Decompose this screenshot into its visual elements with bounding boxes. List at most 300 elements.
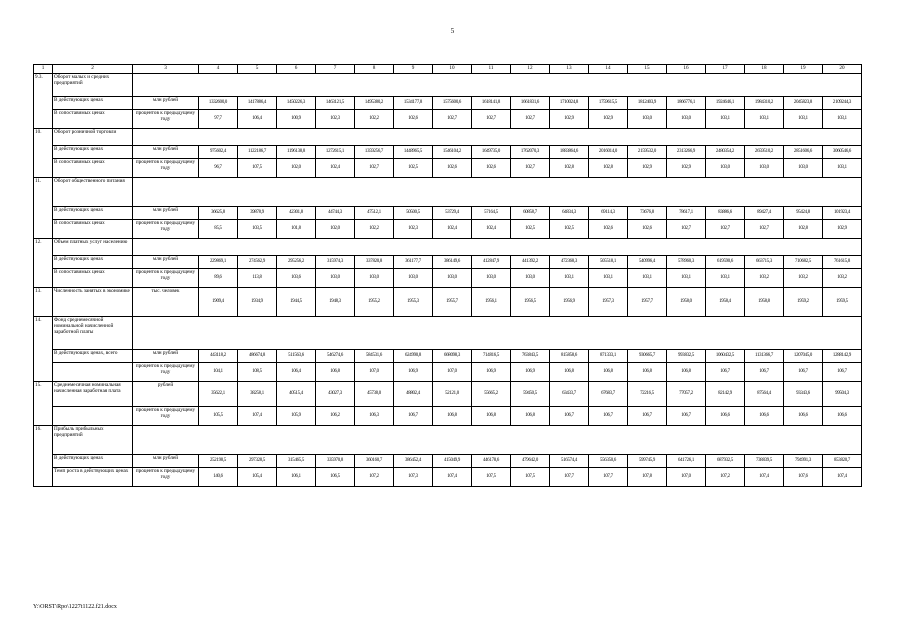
column-number-8: 8	[355, 65, 394, 74]
value-cell: 103,1	[667, 269, 706, 288]
value-cell: 540996,4	[628, 256, 667, 269]
value-cell: 47512,1	[355, 207, 394, 220]
value-cell: 35622,1	[199, 382, 238, 407]
value-cell: 1812403,9	[628, 97, 667, 110]
value-cell: 103,1	[823, 159, 862, 178]
value-cell: 102,7	[433, 110, 472, 129]
value-cell: 106,2	[316, 407, 355, 426]
section-number: 14.	[34, 317, 53, 382]
row-label-empty	[53, 407, 133, 426]
value-cell: 106,8	[316, 363, 355, 382]
value-cell: 415049,9	[433, 455, 472, 468]
value-cell: 107,0	[433, 363, 472, 382]
section-title-row	[34, 74, 862, 97]
value-cell: 102,3	[394, 220, 433, 239]
value-cell: 297328,5	[238, 455, 277, 468]
value-cell: 89,6	[199, 269, 238, 288]
data-row	[34, 407, 862, 426]
value-cell: 102,6	[394, 110, 433, 129]
value-cell: 1359256,7	[355, 146, 394, 159]
value-cell: 505518,1	[589, 256, 628, 269]
value-cell: 2851606,6	[784, 146, 823, 159]
value-cell: 107,5	[238, 159, 277, 178]
row-label: В действующих ценах	[53, 146, 133, 159]
value-cell: 1959,2	[784, 288, 823, 317]
value-cell: 1207045,0	[784, 350, 823, 363]
column-number-row	[34, 65, 862, 74]
value-cell: 1661831,6	[511, 97, 550, 110]
value-cell: 113,8	[238, 269, 277, 288]
value-cell: 103,1	[628, 269, 667, 288]
value-cell: 102,7	[745, 220, 784, 239]
value-cell: 69114,3	[589, 207, 628, 220]
value-cell: 48802,4	[394, 382, 433, 407]
value-cell: 103,0	[667, 110, 706, 129]
value-cell: 1463121,5	[316, 97, 355, 110]
value-cell: 102,0	[277, 159, 316, 178]
value-cell: 50500,5	[394, 207, 433, 220]
value-cell: 1288142,9	[823, 350, 862, 363]
value-cell: 72216,5	[628, 382, 667, 407]
value-cell: 106,8	[550, 363, 589, 382]
value-cell: 63433,7	[550, 382, 589, 407]
section-title-filler	[133, 74, 862, 97]
value-cell: 44744,3	[316, 207, 355, 220]
value-cell: 105,5	[199, 407, 238, 426]
value-cell: 1534177,8	[394, 97, 433, 110]
value-cell: 2313266,9	[667, 146, 706, 159]
value-cell: 106,7	[823, 363, 862, 382]
section-data-row	[34, 382, 862, 407]
section-number: 13.	[34, 288, 53, 317]
value-cell: 619590,6	[706, 256, 745, 269]
value-cell: 85,5	[199, 220, 238, 239]
value-cell: 107,4	[823, 468, 862, 487]
value-cell: 106,4	[238, 110, 277, 129]
value-cell: 1060432,5	[706, 350, 745, 363]
indicators-table	[33, 64, 862, 487]
value-cell: 386149,6	[433, 256, 472, 269]
column-number-5: 5	[238, 65, 277, 74]
value-cell: 1450226,3	[277, 97, 316, 110]
value-cell: 107,2	[706, 468, 745, 487]
column-number-9: 9	[394, 65, 433, 74]
data-row	[34, 97, 862, 110]
value-cell: 102,5	[394, 159, 433, 178]
row-unit: млн рублей	[133, 97, 199, 110]
value-cell: 103,0	[355, 269, 394, 288]
value-cell: 102,2	[355, 220, 394, 239]
value-cell: 107,2	[355, 468, 394, 487]
value-cell: 99504,3	[823, 382, 862, 407]
value-cell: 1958,8	[745, 288, 784, 317]
value-cell: 103,2	[823, 269, 862, 288]
value-cell: 108,5	[238, 363, 277, 382]
value-cell: 2016014,0	[589, 146, 628, 159]
section-title: Прибыль прибыльных предприятий	[53, 426, 133, 455]
value-cell: 107,5	[472, 468, 511, 487]
row-unit: процентов к предыдущему году	[133, 363, 199, 382]
value-cell: 386452,4	[394, 455, 433, 468]
value-cell: 106,7	[667, 407, 706, 426]
value-cell: 42301,8	[277, 207, 316, 220]
value-cell: 486674,8	[238, 350, 277, 363]
value-cell: 975602,4	[199, 146, 238, 159]
column-number-16: 16	[667, 65, 706, 74]
row-unit: млн рублей	[133, 207, 199, 220]
value-cell: 103,0	[472, 269, 511, 288]
value-cell: 641726,1	[667, 455, 706, 468]
value-cell: 102,7	[511, 159, 550, 178]
value-cell: 1955,7	[433, 288, 472, 317]
value-cell: 102,8	[784, 220, 823, 239]
row-label: В действующих ценах	[53, 455, 133, 468]
data-row	[34, 468, 862, 487]
value-cell: 1759615,5	[589, 97, 628, 110]
value-cell: 106,8	[628, 363, 667, 382]
value-cell: 1762070,3	[511, 146, 550, 159]
column-number-20: 20	[823, 65, 862, 74]
value-cell: 930665,7	[628, 350, 667, 363]
data-row	[34, 269, 862, 288]
value-cell: 1924646,1	[706, 97, 745, 110]
row-unit: процентов к предыдущему году	[133, 110, 199, 129]
value-cell: 106,9	[511, 363, 550, 382]
value-cell: 106,7	[589, 407, 628, 426]
data-row	[34, 146, 862, 159]
section-title-filler	[133, 178, 862, 207]
row-label: В сопоставимых ценах	[53, 220, 133, 239]
value-cell: 106,7	[628, 407, 667, 426]
value-cell: 446178,6	[472, 455, 511, 468]
section-number: 15.	[34, 382, 53, 426]
value-cell: 103,6	[277, 269, 316, 288]
value-cell: 102,9	[667, 159, 706, 178]
data-row	[34, 220, 862, 239]
value-cell: 103,1	[589, 269, 628, 288]
value-cell: 516574,4	[550, 455, 589, 468]
row-label: В сопоставимых ценах	[53, 159, 133, 178]
value-cell: 103,1	[706, 269, 745, 288]
value-cell: 106,4	[277, 363, 316, 382]
column-number-6: 6	[277, 65, 316, 74]
value-cell: 103,0	[784, 159, 823, 178]
value-cell: 106,9	[472, 363, 511, 382]
value-cell: 335970,8	[316, 455, 355, 468]
value-cell: 102,6	[433, 159, 472, 178]
value-cell: 107,4	[745, 468, 784, 487]
row-label: В действующих ценах	[53, 256, 133, 269]
row-unit: рублей	[133, 382, 199, 407]
value-cell: 714816,5	[472, 350, 511, 363]
value-cell: 38258,1	[238, 382, 277, 407]
value-cell: 67683,7	[589, 382, 628, 407]
value-cell: 101,8	[277, 220, 316, 239]
value-cell: 103,0	[706, 159, 745, 178]
column-number-14: 14	[589, 65, 628, 74]
section-title-row	[34, 129, 862, 146]
value-cell: 55665,2	[472, 382, 511, 407]
value-cell: 106,7	[745, 363, 784, 382]
row-label: Темп роста в действующих ценах	[53, 468, 133, 487]
value-cell: 106,7	[394, 407, 433, 426]
value-cell: 102,4	[316, 159, 355, 178]
value-cell: 106,8	[472, 407, 511, 426]
value-cell: 78617,1	[667, 207, 706, 220]
value-cell: 102,4	[433, 220, 472, 239]
value-cell: 1955,2	[355, 288, 394, 317]
section-title-row	[34, 178, 862, 207]
value-cell: 107,0	[667, 468, 706, 487]
value-cell: 102,2	[355, 110, 394, 129]
data-row	[34, 110, 862, 129]
value-cell: 668098,3	[433, 350, 472, 363]
value-cell: 106,6	[745, 407, 784, 426]
value-cell: 102,7	[706, 220, 745, 239]
value-cell: 60858,7	[511, 207, 550, 220]
value-cell: 43027,3	[316, 382, 355, 407]
value-cell: 102,8	[589, 159, 628, 178]
value-cell: 1272615,1	[316, 146, 355, 159]
value-cell: 663715,3	[745, 256, 784, 269]
value-cell: 761615,8	[823, 256, 862, 269]
section-data-row	[34, 288, 862, 317]
value-cell: 1417886,4	[238, 97, 277, 110]
value-cell: 1618141,8	[472, 97, 511, 110]
row-unit: процентов к предыдущему году	[133, 468, 199, 487]
value-cell: 83886,6	[706, 207, 745, 220]
value-cell: 39878,9	[238, 207, 277, 220]
row-unit: процентов к предыдущему году	[133, 407, 199, 426]
value-cell: 77057,2	[667, 382, 706, 407]
value-cell: 106,8	[589, 363, 628, 382]
value-cell: 107,8	[628, 468, 667, 487]
value-cell: 479642,0	[511, 455, 550, 468]
value-cell: 2045823,8	[784, 97, 823, 110]
column-number-3: 3	[133, 65, 199, 74]
value-cell: 102,7	[511, 110, 550, 129]
value-cell: 360160,7	[355, 455, 394, 468]
value-cell: 107,5	[511, 468, 550, 487]
row-unit: процентов к предыдущему году	[133, 159, 199, 178]
value-cell: 1196138,8	[277, 146, 316, 159]
value-cell: 105,9	[277, 407, 316, 426]
value-cell: 2109244,3	[823, 97, 862, 110]
value-cell: 2159532,0	[628, 146, 667, 159]
value-cell: 1883864,6	[550, 146, 589, 159]
value-cell: 1495380,2	[355, 97, 394, 110]
value-cell: 140,6	[199, 468, 238, 487]
value-cell: 107,0	[355, 363, 394, 382]
value-cell: 993832,5	[667, 350, 706, 363]
value-cell: 106,8	[511, 407, 550, 426]
value-cell: 103,2	[784, 269, 823, 288]
section-number: 16.	[34, 426, 53, 487]
value-cell: 1955,3	[394, 288, 433, 317]
column-number-11: 11	[472, 65, 511, 74]
value-cell: 546274,6	[316, 350, 355, 363]
value-cell: 107,7	[589, 468, 628, 487]
value-cell: 106,7	[706, 363, 745, 382]
row-unit: процентов к предыдущему году	[133, 220, 199, 239]
row-unit: млн рублей	[133, 350, 199, 363]
value-cell: 102,8	[550, 159, 589, 178]
value-cell: 106,3	[355, 407, 394, 426]
value-cell: 102,3	[316, 110, 355, 129]
value-cell: 443118,2	[199, 350, 238, 363]
column-number-12: 12	[511, 65, 550, 74]
value-cell: 295256,2	[277, 256, 316, 269]
column-number-19: 19	[784, 65, 823, 74]
value-cell: 1948,3	[316, 288, 355, 317]
value-cell: 1957,7	[628, 288, 667, 317]
value-cell: 100,9	[277, 110, 316, 129]
value-cell: 59450,5	[511, 382, 550, 407]
row-label: В сопоставимых ценах	[53, 269, 133, 288]
value-cell: 107,7	[550, 468, 589, 487]
value-cell: 102,7	[355, 159, 394, 178]
value-cell: 578960,3	[667, 256, 706, 269]
value-cell: 315974,3	[316, 256, 355, 269]
row-label: В действующих ценах	[53, 97, 133, 110]
value-cell: 106,8	[667, 363, 706, 382]
value-cell: 102,5	[511, 220, 550, 239]
data-row	[34, 159, 862, 178]
value-cell: 1122186,7	[238, 146, 277, 159]
column-number-2: 2	[53, 65, 133, 74]
value-cell: 73676,8	[628, 207, 667, 220]
value-cell: 556350,6	[589, 455, 628, 468]
value-cell: 599745,9	[628, 455, 667, 468]
value-cell: 1710024,8	[550, 97, 589, 110]
value-cell: 103,0	[628, 110, 667, 129]
section-number: 9.3.	[34, 74, 53, 129]
value-cell: 97,7	[199, 110, 238, 129]
value-cell: 45738,0	[355, 382, 394, 407]
column-number-15: 15	[628, 65, 667, 74]
column-number-10: 10	[433, 65, 472, 74]
value-cell: 3060546,6	[823, 146, 862, 159]
column-number-13: 13	[550, 65, 589, 74]
page-number: 5	[450, 27, 455, 35]
value-cell: 102,4	[472, 220, 511, 239]
value-cell: 103,5	[238, 220, 277, 239]
value-cell: 89427,4	[745, 207, 784, 220]
value-cell: 103,1	[784, 110, 823, 129]
value-cell: 853820,7	[823, 455, 862, 468]
value-cell: 1958,0	[667, 288, 706, 317]
row-label: В действующих ценах	[53, 207, 133, 220]
value-cell: 441392,2	[511, 256, 550, 269]
row-unit: тыс. человек	[133, 288, 199, 317]
value-cell: 107,3	[394, 468, 433, 487]
value-cell: 95424,8	[784, 207, 823, 220]
row-unit: млн рублей	[133, 455, 199, 468]
value-cell: 738839,5	[745, 455, 784, 468]
value-cell: 102,7	[667, 220, 706, 239]
value-cell: 53729,4	[433, 207, 472, 220]
value-cell: 252198,5	[199, 455, 238, 468]
value-cell: 1956,9	[550, 288, 589, 317]
value-cell: 1958,4	[706, 288, 745, 317]
value-cell: 106,9	[394, 363, 433, 382]
row-label: В сопоставимых ценах	[53, 110, 133, 129]
value-cell: 1984310,2	[745, 97, 784, 110]
value-cell: 105,4	[238, 468, 277, 487]
value-cell: 1909,4	[199, 288, 238, 317]
section-title: Объем платных услуг населению	[53, 239, 133, 256]
value-cell: 102,7	[472, 110, 511, 129]
value-cell: 412847,9	[472, 256, 511, 269]
value-cell: 1649735,0	[472, 146, 511, 159]
value-cell: 102,9	[550, 110, 589, 129]
row-unit: процентов к предыдущему году	[133, 269, 199, 288]
column-number-1: 1	[34, 65, 53, 74]
value-cell: 103,2	[745, 269, 784, 288]
value-cell: 687932,5	[706, 455, 745, 468]
value-cell: 102,6	[589, 220, 628, 239]
value-cell: 229869,1	[199, 256, 238, 269]
value-cell: 103,1	[706, 110, 745, 129]
value-cell: 1956,5	[511, 288, 550, 317]
value-cell: 106,1	[277, 468, 316, 487]
section-title: Оборот общественного питания	[53, 178, 133, 207]
value-cell: 472368,3	[550, 256, 589, 269]
value-cell: 102,6	[472, 159, 511, 178]
column-number-4: 4	[199, 65, 238, 74]
section-title-filler	[133, 129, 862, 146]
section-title-row	[34, 239, 862, 256]
section-title-row	[34, 426, 862, 455]
value-cell: 102,9	[589, 110, 628, 129]
value-cell: 52121,0	[433, 382, 472, 407]
value-cell: 82142,9	[706, 382, 745, 407]
section-title-filler	[133, 239, 862, 256]
value-cell: 1131366,7	[745, 350, 784, 363]
value-cell: 815858,6	[550, 350, 589, 363]
value-cell: 710682,5	[784, 256, 823, 269]
value-cell: 1575600,6	[433, 97, 472, 110]
section-number: 10.	[34, 129, 53, 178]
value-cell: 96,7	[199, 159, 238, 178]
value-cell: 106,7	[550, 407, 589, 426]
value-cell: 103,1	[745, 110, 784, 129]
value-cell: 107,4	[433, 468, 472, 487]
value-cell: 106,6	[706, 407, 745, 426]
value-cell: 337820,8	[355, 256, 394, 269]
value-cell: 102,5	[550, 220, 589, 239]
value-cell: 101923,4	[823, 207, 862, 220]
section-title-filler	[133, 426, 862, 455]
value-cell: 871333,1	[589, 350, 628, 363]
column-number-17: 17	[706, 65, 745, 74]
value-cell: 57164,5	[472, 207, 511, 220]
value-cell: 107,4	[238, 407, 277, 426]
value-cell: 103,0	[316, 269, 355, 288]
section-title: Оборот розничной торговли	[53, 129, 133, 146]
data-row	[34, 350, 862, 363]
value-cell: 106,6	[784, 407, 823, 426]
value-cell: 1944,5	[277, 288, 316, 317]
value-cell: 36625,8	[199, 207, 238, 220]
section-title: Фонд среднемесячной номинальной начисленной заработной платы	[53, 317, 133, 350]
value-cell: 1332600,0	[199, 97, 238, 110]
value-cell: 1448965,5	[394, 146, 433, 159]
value-cell: 1959,5	[823, 288, 862, 317]
value-cell: 103,0	[511, 269, 550, 288]
column-number-18: 18	[745, 65, 784, 74]
table-body	[34, 65, 862, 487]
